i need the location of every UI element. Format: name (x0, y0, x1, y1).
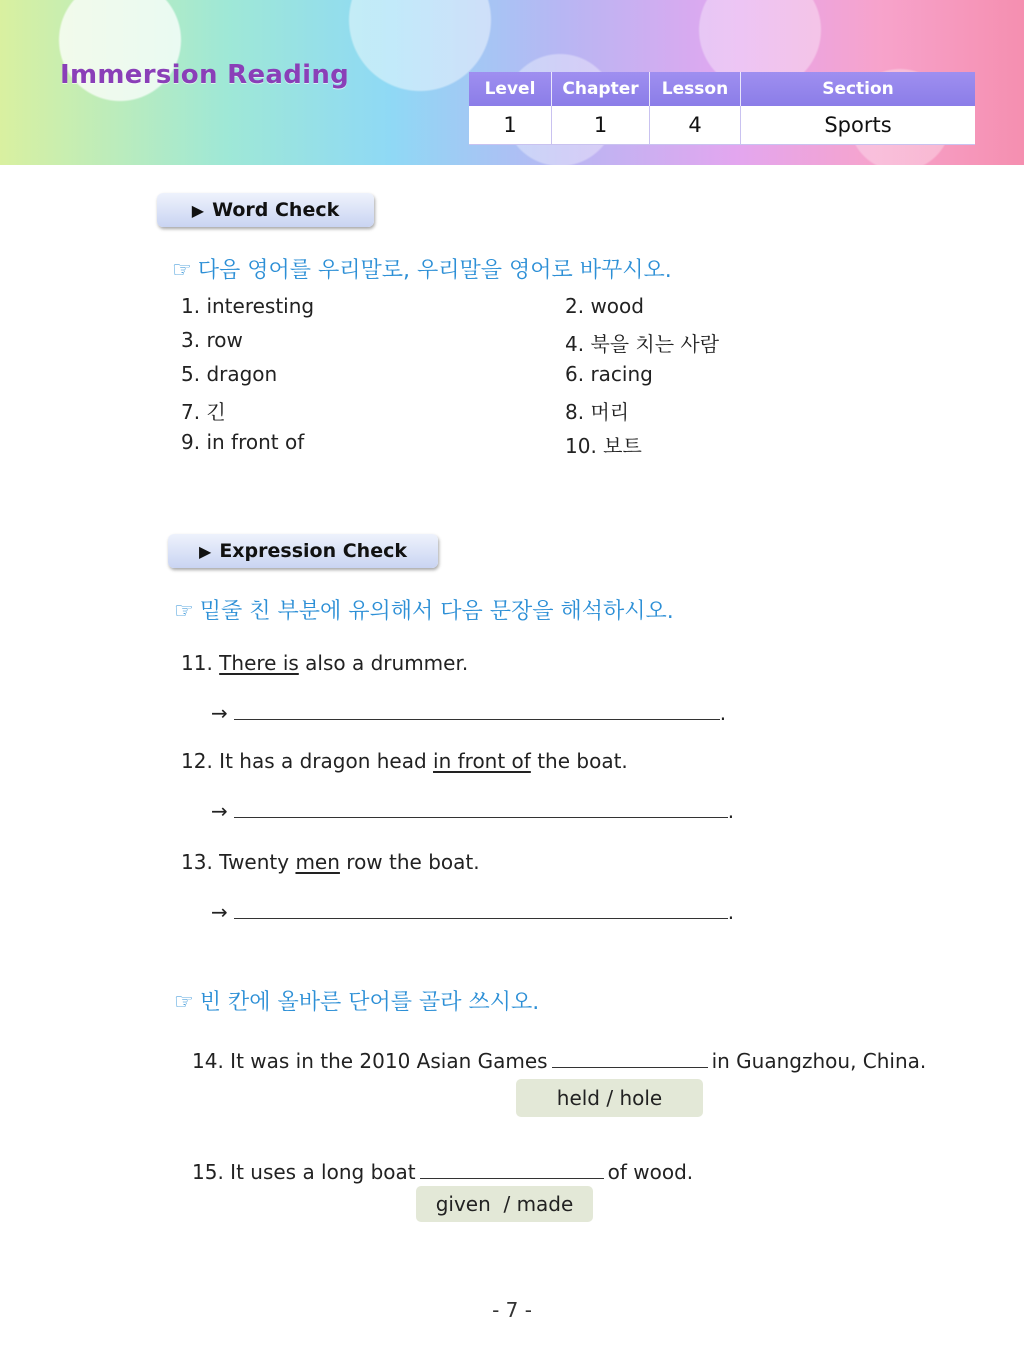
value-level: 1 (469, 106, 552, 144)
fill-blank-instruction (174, 985, 539, 1016)
pointing-hand-icon: ☞ (174, 599, 194, 624)
word-check-instruction (172, 253, 672, 284)
value-section: Sports (741, 106, 976, 144)
word-item-9: 9. in front of (181, 430, 305, 454)
choice-box-14: held / hole (516, 1079, 703, 1117)
sentence-number: 13. (181, 850, 213, 874)
expression-check-label: Expression Check (219, 540, 407, 562)
answer-line-11[interactable] (211, 701, 726, 725)
sentence-pre: Twenty (219, 850, 296, 874)
sentence-post: the boat. (530, 749, 628, 773)
value-lesson: 4 (650, 106, 741, 144)
word-item-10: 10. 보트 (565, 434, 642, 458)
question-post: of wood. (607, 1160, 694, 1184)
expression-check-button[interactable] (168, 534, 438, 568)
sentence-post: row the boat. (339, 850, 480, 874)
triangle-icon: ▶ (191, 200, 205, 220)
arrow-icon: → (211, 799, 228, 823)
page-number: - 7 - (492, 1298, 532, 1322)
header-banner (0, 0, 1024, 165)
sentence-12 (181, 749, 628, 773)
word-item-4: 4. 북을 치는 사람 (565, 332, 720, 356)
word-item-6: 6. racing (565, 362, 653, 386)
col-level: Level (469, 72, 552, 106)
sentence-11 (181, 651, 468, 675)
lesson-info-table (469, 72, 975, 145)
instruction-text: 밑줄 친 부분에 유의해서 다음 문장을 해석하시오. (199, 599, 674, 624)
question-post: in Guangzhou, China. (711, 1049, 927, 1073)
triangle-icon: ▶ (199, 541, 212, 561)
sentence-13 (181, 850, 480, 874)
word-item-1: 1. interesting (181, 294, 315, 318)
instruction-text: 빈 칸에 올바른 단어를 골라 쓰시오. (199, 990, 540, 1015)
brand-title: Immersion Reading (60, 60, 350, 90)
answer-line-13[interactable] (211, 900, 734, 924)
col-chapter: Chapter (552, 72, 650, 106)
col-lesson: Lesson (650, 72, 741, 106)
period: . (719, 701, 727, 725)
pointing-hand-icon: ☞ (174, 990, 194, 1015)
col-section: Section (822, 79, 894, 99)
answer-blank[interactable] (234, 703, 720, 720)
arrow-icon: → (211, 701, 228, 725)
answer-blank[interactable] (552, 1051, 708, 1068)
arrow-icon: → (211, 900, 228, 924)
word-check-label: Word Check (212, 199, 340, 221)
period: . (727, 799, 735, 823)
word-item-8: 8. 머리 (565, 400, 630, 424)
answer-blank[interactable] (234, 902, 728, 919)
answer-blank[interactable] (420, 1162, 604, 1179)
pointing-hand-icon: ☞ (172, 258, 192, 283)
word-item-2: 2. wood (565, 294, 644, 318)
expression-check-instruction (174, 594, 674, 625)
word-item-3: 3. row (181, 328, 243, 352)
period: . (727, 900, 735, 924)
answer-line-12[interactable] (211, 799, 734, 823)
question-pre: 14. It was in the 2010 Asian Games (192, 1049, 548, 1073)
sentence-pre: It has a dragon head (219, 749, 434, 773)
sentence-number: 11. (181, 651, 213, 675)
underlined-phrase: There is (219, 651, 299, 675)
value-chapter: 1 (552, 106, 650, 144)
choice-box-15: given / made (416, 1186, 593, 1222)
word-item-5: 5. dragon (181, 362, 278, 386)
question-pre: 15. It uses a long boat (192, 1160, 416, 1184)
question-14 (192, 1049, 926, 1073)
sentence-post: also a drummer. (298, 651, 469, 675)
word-check-button[interactable] (157, 193, 374, 227)
instruction-text: 다음 영어를 우리말로, 우리말을 영어로 바꾸시오. (197, 258, 672, 283)
sentence-number: 12. (181, 749, 213, 773)
answer-blank[interactable] (234, 801, 728, 818)
underlined-phrase: men (295, 850, 340, 874)
underlined-phrase: in front of (433, 749, 531, 773)
question-15 (192, 1160, 693, 1184)
word-item-7: 7. 긴 (181, 400, 226, 424)
